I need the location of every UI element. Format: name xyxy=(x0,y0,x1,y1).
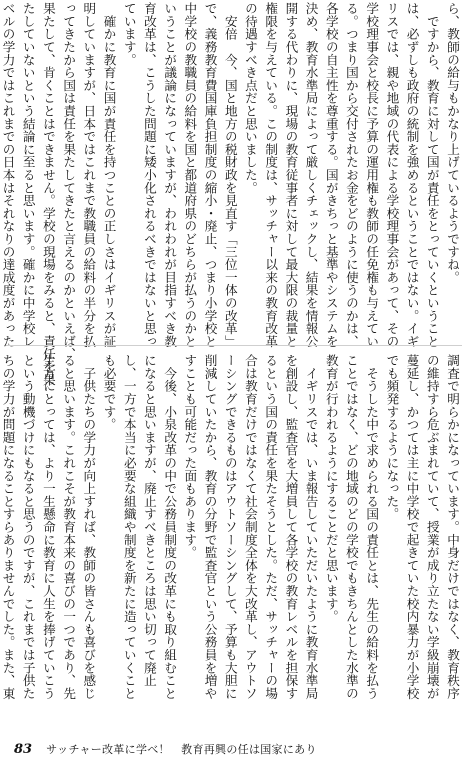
text-column: の維持すら危ぶまれていて、授業が成り立たない学級崩壊が xyxy=(424,354,440,700)
text-column: 確かに教育に国が責任を持つことの正しさはイギリスが証 xyxy=(101,2,117,348)
text-column: 蔓延し、かつては主に中学校で起きていた校内暴力が小学校 xyxy=(404,354,420,700)
text-column: 各学校の自主性を尊重する。国がきちっと基準やシステムを xyxy=(323,2,339,348)
running-head: サッチャー改革に学べ！ 教育再興の任は国家にあり xyxy=(46,743,317,756)
text-column: るという国の責任を果たそうとした。ただ、サッチャーの場 xyxy=(263,354,279,700)
text-column: ーシングできるものはアウトソーシングして、予算も大胆に xyxy=(222,354,238,700)
text-column: 今後、小泉改革の中で公務員制度の改革にも取り組むこと xyxy=(162,354,178,700)
text-column: ベルの学力ではこれまでの日本はそれなりの達成度があった xyxy=(0,2,16,348)
text-column: そうした中で求められる国の責任とは、先生の給料を払う xyxy=(364,354,380,700)
text-column: ら、教師の給与もかなり上げているようですね。 xyxy=(445,2,460,284)
text-column: ってきたから国は責任を果たしてきたと言えるのかといえば、 xyxy=(61,2,77,361)
text-column: 中学校の教職員の給料を国と都道府県のどちらが払うのかと xyxy=(182,2,198,348)
text-column: 調査で明らかになっています。中身だけではなく、教育秩序 xyxy=(445,354,460,700)
text-column: リスでは、親や地域の代表による学校理事会があって、その xyxy=(384,2,400,348)
text-column: という動機づけにもなると思うのですが、これまでは子供た xyxy=(20,354,36,700)
text-column: 果たして、肯くことはできません。学校の現場をみると、責任を果 xyxy=(40,2,56,386)
text-column: イギリスでは、いま報告していただいたように教育水準局 xyxy=(303,354,319,700)
text-column: 育改革は、こうした問題に矮小化されるべきではないと思っ xyxy=(141,2,157,348)
text-column: 生方にとっては、より一生懸命に教育に人生を捧げていこう xyxy=(40,354,56,700)
text-column: すことも可能だった面もあります。 xyxy=(182,354,198,559)
text-column: を創設し、監査官を大増員して各学校の教育レベルを担保す xyxy=(283,354,299,700)
text-column: る。つまり国から交付されたお金をどのように使うのかは、 xyxy=(343,2,359,348)
text-column: ですから、教育に対して国が責任をとっていくということ xyxy=(424,2,440,348)
text-column: ちの学力が問題になることすらありませんでした。また、東 xyxy=(0,354,16,700)
text-column: 開する代わりに、現場の教育従事者に対して最大限の裁量と xyxy=(283,2,299,348)
text-column: になると思いますが、廃止すべきところは思い切って廃止 xyxy=(141,354,157,687)
text-column: いうことが議論になっていますが、われわれが目指すべき教 xyxy=(162,2,178,348)
text-column: も必要です。 xyxy=(101,354,117,431)
text-column: 子供たちの学力が向上すれば、教師の皆さんも喜びを感じ xyxy=(81,354,97,700)
text-column: 権限を与えている。この制度は、サッチャー以来の教育改革 xyxy=(263,2,279,348)
text-column: し、一方で本当に必要な組織や制度を新たに造っていくこと xyxy=(121,354,137,700)
text-column: 安倍 今、国と地方の税財政を見直す「三位一体の改革」 xyxy=(222,2,238,348)
text-column: 削減していたから、教育の分野で監査官という公務員を増や xyxy=(202,354,218,700)
text-column: 学校理事会と校長に予算の運用権も教師の任免権も与えてい xyxy=(364,2,380,348)
article-text-lower xyxy=(0,354,462,732)
article-text-upper xyxy=(0,2,462,386)
text-column: 決め、教育水準局によって厳しくチェックし、結果を情報公 xyxy=(303,2,319,348)
text-column: 教育が行われるようにすることだと思います。 xyxy=(323,354,339,623)
text-column: は、必ずしも政府の統制を強めるということではない。イギ xyxy=(404,2,420,348)
section-divider xyxy=(6,345,462,346)
text-column: 合は教育だけではなくて社会制度全体を大改革し、アウトソ xyxy=(242,354,258,700)
text-column: ことではなく、どの地域のどの学校でもきちんとした水準の xyxy=(343,354,359,700)
page-footer xyxy=(14,739,317,759)
text-column: ると思います。これこそが教育本来の喜びの一つであり、先 xyxy=(61,354,77,700)
text-column: で、義務教育費国庫負担制度の縮小・廃止、つまり小学校と xyxy=(202,2,218,348)
text-column: でも頻発するようになった。 xyxy=(384,354,400,521)
page-number: 83 xyxy=(14,741,33,757)
text-column: ています。 xyxy=(121,2,137,66)
text-column: 明していますが、日本ではこれまで教職員の給料の半分を払 xyxy=(81,2,97,348)
text-column: たしていないという結論に至ると思います。確かに中学校レ xyxy=(20,2,36,348)
text-column: の待遇すべき点だと思いました。 xyxy=(242,2,258,194)
